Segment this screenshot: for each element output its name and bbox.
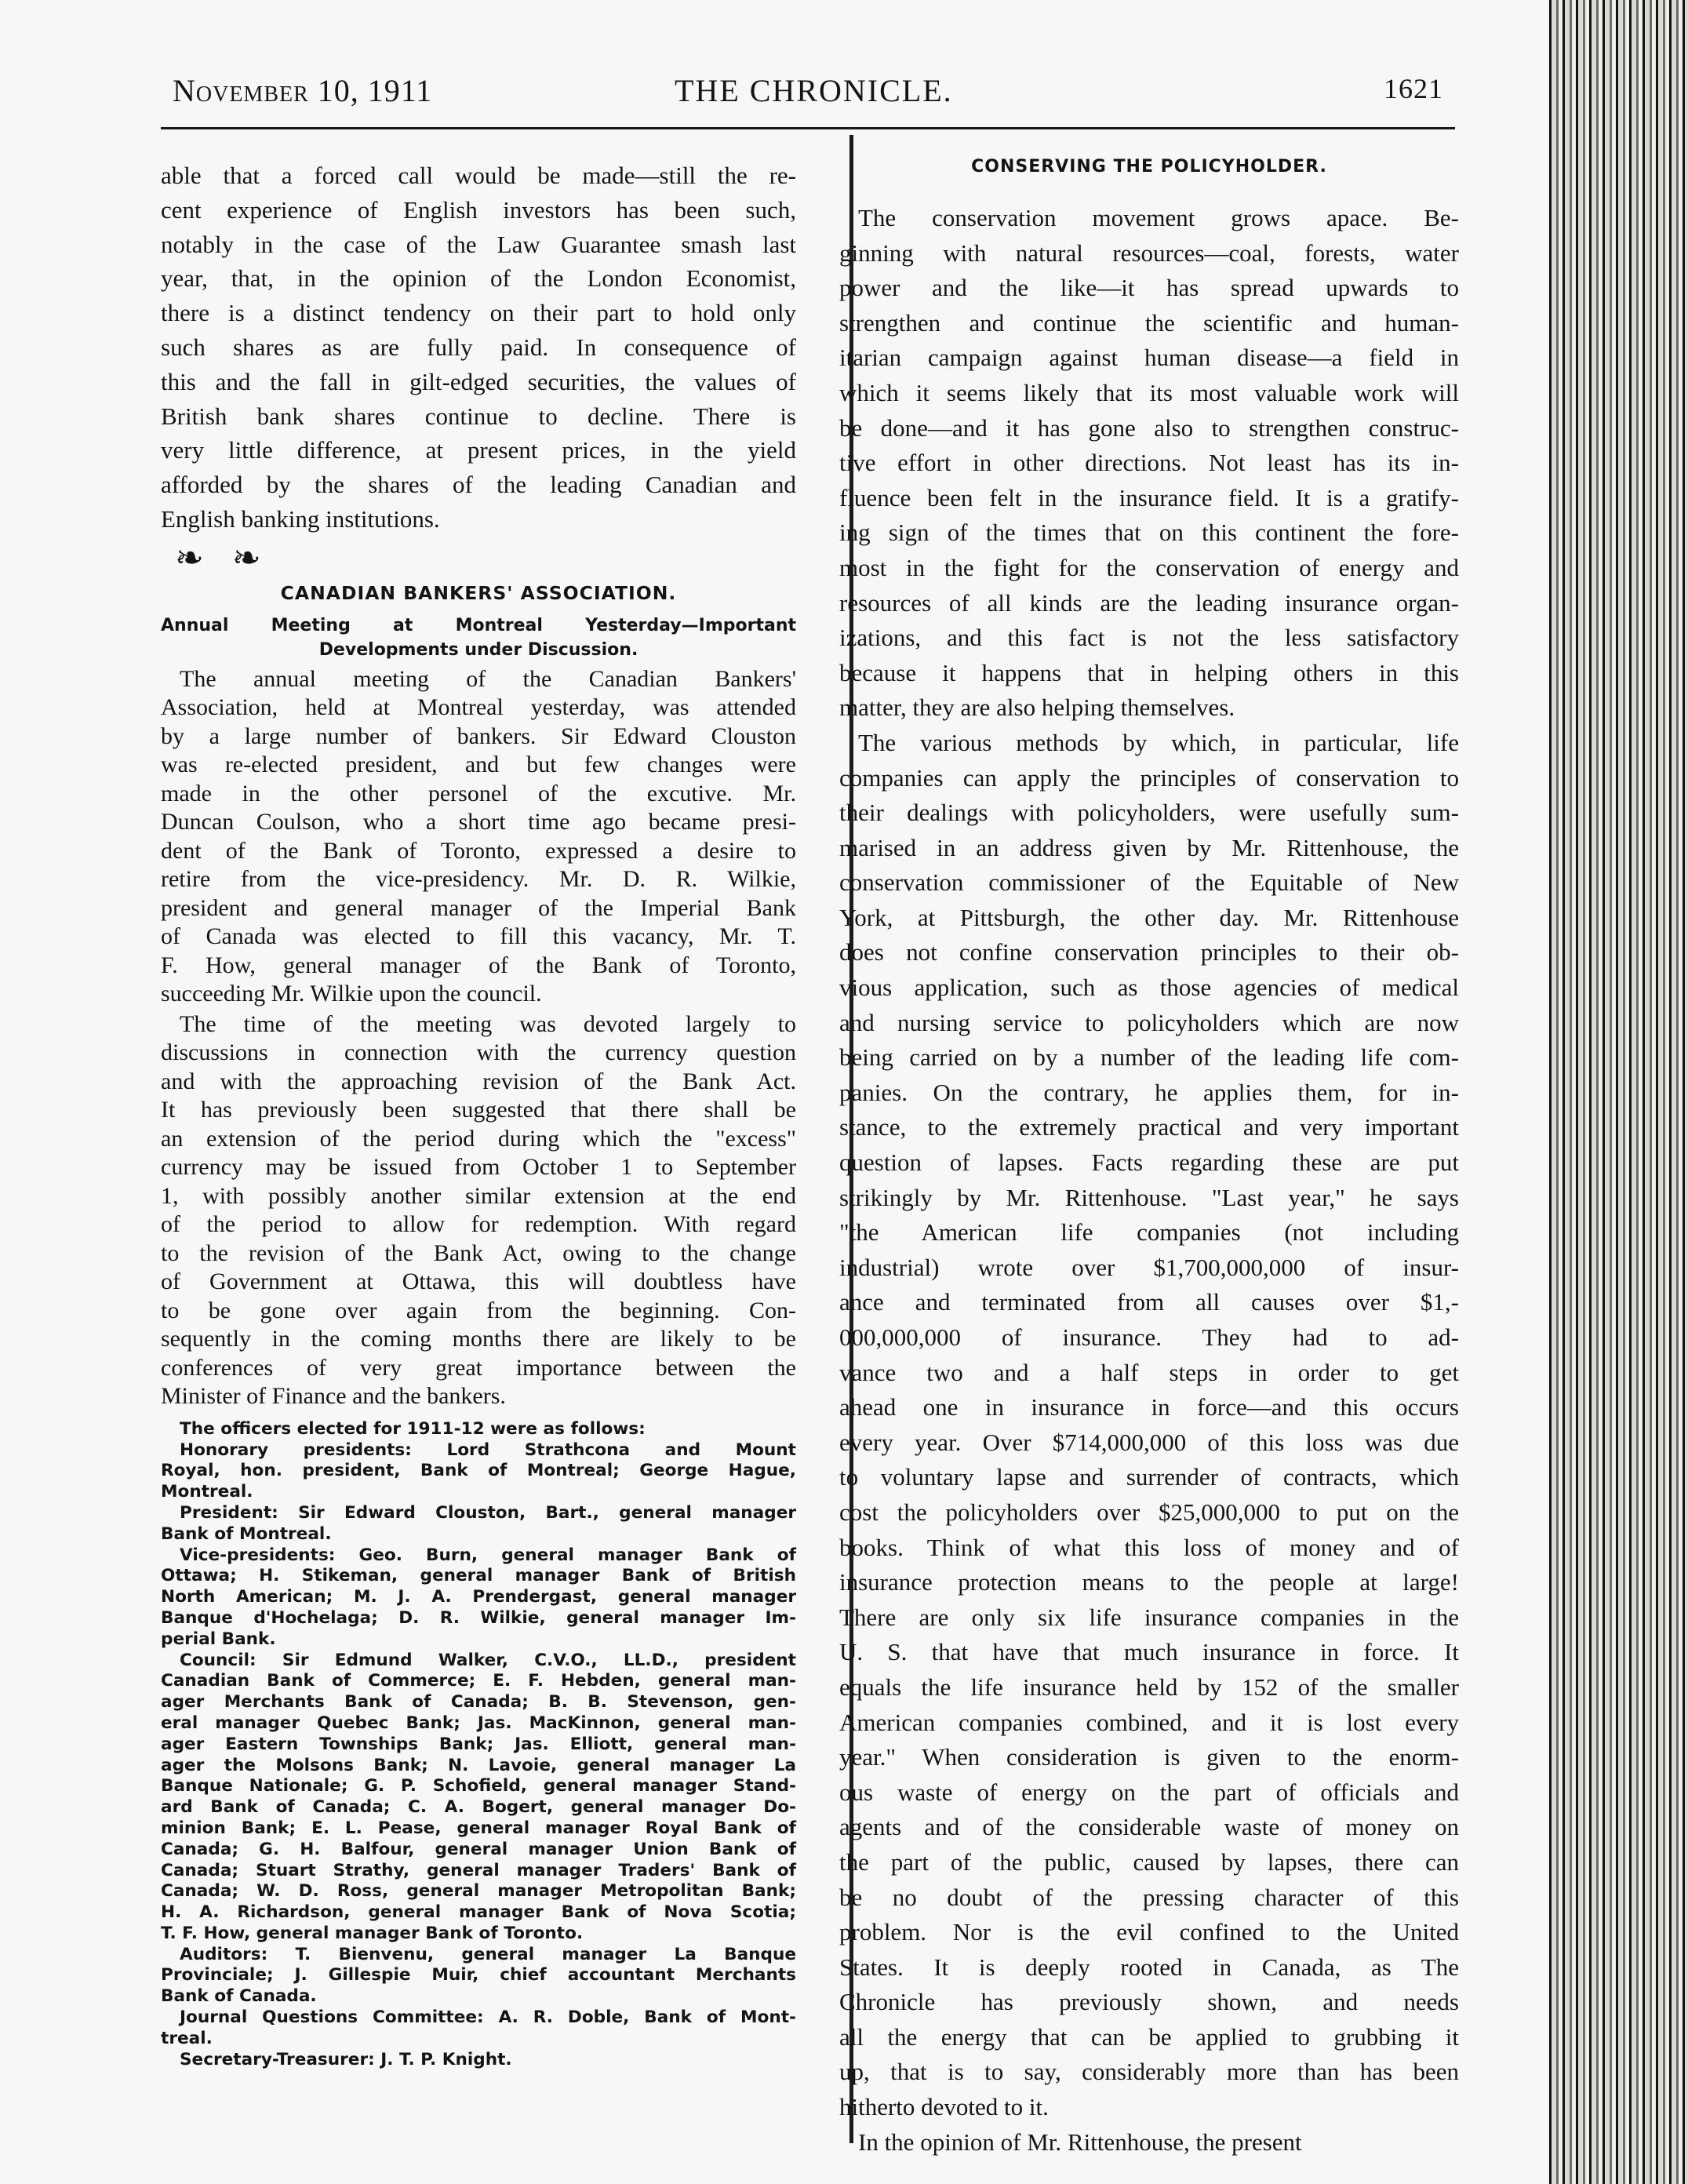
section-ornament xyxy=(161,538,796,577)
text-line: Developments under Discussion. xyxy=(318,639,638,660)
text-line: Bank of Canada. xyxy=(161,1986,317,2007)
officers-list xyxy=(161,1419,796,2071)
text-line: an extension of the period during which the "excess" xyxy=(161,1125,796,1152)
text-line: being carried on by a number of the leading life com- xyxy=(839,1043,1459,1072)
publication-title: THE CHRONICLE. xyxy=(675,73,953,108)
text-line: their dealings with policyholders, were usefully sum- xyxy=(839,799,1459,827)
text-line: by a large number of bankers. Sir Edward Clouston xyxy=(161,723,796,749)
text-line: president and general manager of the Imperial Bank xyxy=(161,894,796,921)
continuation-paragraph xyxy=(161,158,796,537)
text-line: The various methods by which, in particular, life xyxy=(858,728,1459,756)
running-head xyxy=(173,72,1443,119)
text-line: insurance protection means to the people at large! xyxy=(839,1568,1459,1596)
text-line: ing sign of the times that on this continent the fore- xyxy=(839,519,1459,547)
text-line: able that a forced call would be made—still the re- xyxy=(161,162,796,189)
text-line: The conservation movement grows apace. Be- xyxy=(858,204,1459,231)
text-line: discussions in connection with the currency question xyxy=(161,1039,796,1066)
text-line: does not confine conservation principles to their ob- xyxy=(839,938,1459,966)
text-line: Duncan Coulson, who a short time ago became presi- xyxy=(161,809,796,835)
article-subheading xyxy=(161,613,796,662)
text-line: The officers elected for 1911-12 were as follows: xyxy=(180,1418,646,1439)
text-line: ard Bank of Canada; C. A. Bogert, general manager Do- xyxy=(161,1797,796,1818)
text-line: hitherto devoted to it. xyxy=(839,2093,1049,2121)
text-line: be done—and it has gone also to strengthen construc- xyxy=(839,413,1459,442)
fleuron-icon: ❧ xyxy=(231,538,261,577)
fleuron-icon: ❧ xyxy=(175,538,204,577)
text-line: Bank of Montreal. xyxy=(161,1523,332,1544)
text-line: Journal Questions Committee: A. R. Doble, Bank of Mont- xyxy=(180,2007,796,2028)
text-line: succeeding Mr. Wilkie upon the council. xyxy=(161,981,542,1007)
right-column xyxy=(839,158,1459,2160)
text-line: York, at Pittsburgh, the other day. Mr. Rittenhouse xyxy=(839,903,1459,931)
text-line: books. Think of what this loss of money and of xyxy=(839,1533,1459,1561)
text-line: companies can apply the principles of conservation to xyxy=(839,763,1459,792)
text-line: was re-elected president, and but few changes were xyxy=(161,752,796,778)
text-line: very little difference, at present prices, in the yield xyxy=(161,436,796,464)
text-line: and with the approaching revision of the Bank Act. xyxy=(161,1068,796,1094)
text-line: The annual meeting of the Canadian Bankers' xyxy=(180,665,796,692)
text-line: to voluntary lapse and surrender of contracts, which xyxy=(839,1463,1459,1491)
text-line: There are only six life insurance companies in the xyxy=(839,1603,1459,1631)
text-line: industrial) wrote over $1,700,000,000 of insur- xyxy=(839,1253,1459,1281)
text-line: F. How, general manager of the Bank of Toronto, xyxy=(161,952,796,978)
text-line: American companies combined, and it is lost every xyxy=(839,1708,1459,1736)
text-line: Secretary-Treasurer: J. T. P. Knight. xyxy=(180,2049,512,2069)
text-line: President: Sir Edward Clouston, Bart., general manager xyxy=(180,1502,796,1523)
text-line: conferences of very great importance between the xyxy=(161,1354,796,1381)
text-line: treal. xyxy=(161,2028,213,2048)
text-line: of Government at Ottawa, this will doubtless have xyxy=(161,1269,796,1295)
text-line: Honorary presidents: Lord Strathcona and Mount xyxy=(180,1440,796,1460)
text-line: ginning with natural resources—coal, forests, water xyxy=(839,238,1459,267)
text-line: tive effort in other directions. Not least has its in- xyxy=(839,449,1459,477)
text-line: ahead one in insurance in force—and this occurs xyxy=(839,1393,1459,1421)
text-line: eral manager Quebec Bank; Jas. MacKinnon, general man- xyxy=(161,1713,796,1733)
text-line: H. A. Richardson, general manager Bank of Nova Scotia; xyxy=(161,1902,796,1923)
text-line: "the American life companies (not including xyxy=(839,1218,1459,1247)
text-line: which it seems likely that its most valuable work will xyxy=(839,378,1459,406)
text-line: Canada; Stuart Strathy, general manager Traders' Bank of xyxy=(161,1860,796,1880)
text-line: marised in an address given by Mr. Rittenhouse, the xyxy=(839,833,1459,861)
text-line: Minister of Finance and the bankers. xyxy=(161,1383,506,1410)
text-line: resources of all kinds are the leading insurance organ- xyxy=(839,588,1459,617)
text-line: T. F. How, general manager Bank of Toronto. xyxy=(161,1923,584,1943)
text-line: of the period to allow for redemption. With regard xyxy=(161,1211,796,1238)
text-line: Auditors: T. Bienvenu, general manager La Banque xyxy=(180,1944,796,1964)
text-line: question of lapses. Facts regarding these are put xyxy=(839,1148,1459,1177)
lapses-paragraph xyxy=(839,726,1459,2125)
text-line: Annual Meeting at Montreal Yesterday—Important xyxy=(161,615,796,635)
text-line: matter, they are also helping themselves. xyxy=(839,693,1235,722)
text-line: perial Bank. xyxy=(161,1629,276,1649)
page-number: 1621 xyxy=(1384,73,1443,104)
text-line: of Canada was elected to fill this vacancy, Mr. T. xyxy=(161,923,796,950)
text-line: made in the other personel of the excutive. Mr. xyxy=(161,780,796,806)
meeting-paragraph xyxy=(161,665,796,1009)
issue-date: November 10, 1911 xyxy=(173,73,433,108)
text-line: Montreal. xyxy=(161,1482,253,1502)
text-line: stance, to the extremely practical and very important xyxy=(839,1113,1459,1141)
text-line: Canada; G. H. Balfour, general manager Union Bank of xyxy=(161,1839,796,1859)
text-line: English banking institutions. xyxy=(161,504,440,533)
text-line: Chronicle has previously shown, and needs xyxy=(839,1988,1459,2016)
text-line: dent of the Bank of Toronto, expressed a desire to xyxy=(161,837,796,864)
text-line: vious application, such as those agencies of medical xyxy=(839,974,1459,1002)
text-line: North American; M. J. A. Prendergast, general manager xyxy=(161,1587,796,1607)
text-line: izations, and this fact is not the less satisfactory xyxy=(839,624,1459,652)
currency-paragraph xyxy=(161,1010,796,1411)
page-edge xyxy=(1549,0,1688,2184)
text-line: there is a distinct tendency on their part to hold only xyxy=(161,299,796,327)
text-line: Provinciale; J. Gillespie Muir, chief accountant Merchants xyxy=(161,1965,796,1986)
text-line: cent experience of English investors has been such, xyxy=(161,195,796,224)
text-line: minion Bank; E. L. Pease, general manager Royal Bank of xyxy=(161,1818,796,1838)
left-column xyxy=(161,158,796,2070)
text-line: year, that, in the opinion of the London Economist, xyxy=(161,264,796,293)
text-line: U. S. that have that much insurance in force. It xyxy=(839,1638,1459,1666)
text-line: every year. Over $714,000,000 of this loss was due xyxy=(839,1428,1459,1456)
text-line: afforded by the shares of the leading Canadian and xyxy=(161,471,796,499)
text-line: cost the policyholders over $25,000,000 to put on the xyxy=(839,1498,1459,1526)
text-line: The time of the meeting was devoted largely to xyxy=(180,1010,796,1037)
text-line: year." When consideration is given to the enorm- xyxy=(839,1743,1459,1771)
text-line: Royal, hon. president, Bank of Montreal; George Hague, xyxy=(161,1461,796,1481)
text-line: this and the fall in gilt-edged securities, the values of xyxy=(161,367,796,395)
article-heading-bankers: CANADIAN BANKERS' ASSOCIATION. xyxy=(280,581,677,604)
text-line: Vice-presidents: Geo. Burn, general manager Bank of xyxy=(180,1545,796,1565)
text-line: ager Eastern Townships Bank; Jas. Elliott, general man- xyxy=(161,1734,796,1754)
text-line: notably in the case of the Law Guarantee smash last xyxy=(161,230,796,258)
text-line: Banque Nationale; G. P. Schofield, general manager Stand- xyxy=(161,1776,796,1796)
text-line: conservation commissioner of the Equitable of New xyxy=(839,868,1459,897)
text-line: Ottawa; H. Stikeman, general manager Bank of British xyxy=(161,1566,796,1586)
text-line: currency may be issued from October 1 to September xyxy=(161,1154,796,1181)
text-line: In the opinion of Mr. Rittenhouse, the present xyxy=(858,2128,1302,2156)
text-line: Association, held at Montreal yesterday, was attended xyxy=(161,694,796,721)
text-line: problem. Nor is the evil confined to the United xyxy=(839,1918,1459,1946)
text-line: power and the like—it has spread upwards to xyxy=(839,274,1459,302)
text-line: to the revision of the Bank Act, owing to the change xyxy=(161,1239,796,1266)
text-line: 000,000,000 of insurance. They had to ad- xyxy=(839,1323,1459,1351)
text-line: panies. On the contrary, he applies them, for in- xyxy=(839,1078,1459,1106)
text-line: ager Merchants Bank of Canada; B. B. Stevenson, gen- xyxy=(161,1692,796,1713)
text-line: strikingly by Mr. Rittenhouse. "Last year," he says xyxy=(839,1183,1459,1211)
text-line: itarian campaign against human disease—a field in xyxy=(839,344,1459,372)
text-line: be no doubt of the pressing character of this xyxy=(839,1883,1459,1911)
conservation-paragraph xyxy=(839,201,1459,726)
text-line: all the energy that can be applied to grubbing it xyxy=(839,2022,1459,2051)
text-line: most in the fight for the conservation of energy and xyxy=(839,553,1459,581)
text-line: Canadian Bank of Commerce; E. F. Hebden, general man- xyxy=(161,1671,796,1691)
text-line: vance two and a half steps in order to get xyxy=(839,1358,1459,1386)
text-line: fluence been felt in the insurance field. It is a gratify- xyxy=(839,483,1459,511)
text-line: strengthen and continue the scientific and human- xyxy=(839,308,1459,337)
text-line: British bank shares continue to decline. There is xyxy=(161,402,796,430)
text-line: Council: Sir Edmund Walker, C.V.O., LL.D., president xyxy=(180,1650,796,1670)
article-heading-policyholder: CONSERVING THE POLICYHOLDER. xyxy=(971,157,1327,177)
text-line: equals the life insurance held by 152 of the smaller xyxy=(839,1673,1459,1701)
text-line: agents and of the considerable waste of money on xyxy=(839,1813,1459,1841)
text-line: States. It is deeply rooted in Canada, as The xyxy=(839,1953,1459,1981)
text-line: ance and terminated from all causes over $1,- xyxy=(839,1288,1459,1316)
text-line: such shares as are fully paid. In consequence of xyxy=(161,333,796,361)
text-line: up, that is to say, considerably more than has been xyxy=(839,2058,1459,2086)
text-line: sequently in the coming months there are likely to be xyxy=(161,1326,796,1352)
text-line: retire from the vice-presidency. Mr. D. R. Wilkie, xyxy=(161,866,796,893)
text-line: It has previously been suggested that there shall be xyxy=(161,1097,796,1123)
text-line: Banque d'Hochelaga; D. R. Wilkie, general manager Im- xyxy=(161,1607,796,1628)
text-line: the part of the public, caused by lapses, there can xyxy=(839,1847,1459,1876)
text-line: ager the Molsons Bank; N. Lavoie, general manager La xyxy=(161,1755,796,1775)
text-line: ous waste of energy on the part of officials and xyxy=(839,1778,1459,1806)
text-line: Canada; W. D. Ross, general manager Metropolitan Bank; xyxy=(161,1881,796,1902)
text-line: because it happens that in helping others in this xyxy=(839,658,1459,686)
text-line: 1, with possibly another similar extension at the end xyxy=(161,1182,796,1209)
text-line: and nursing service to policyholders which are now xyxy=(839,1008,1459,1036)
header-rule xyxy=(161,127,1455,129)
opinion-paragraph xyxy=(839,2125,1459,2160)
text-line: to be gone over again from the beginning. Con- xyxy=(161,1297,796,1323)
